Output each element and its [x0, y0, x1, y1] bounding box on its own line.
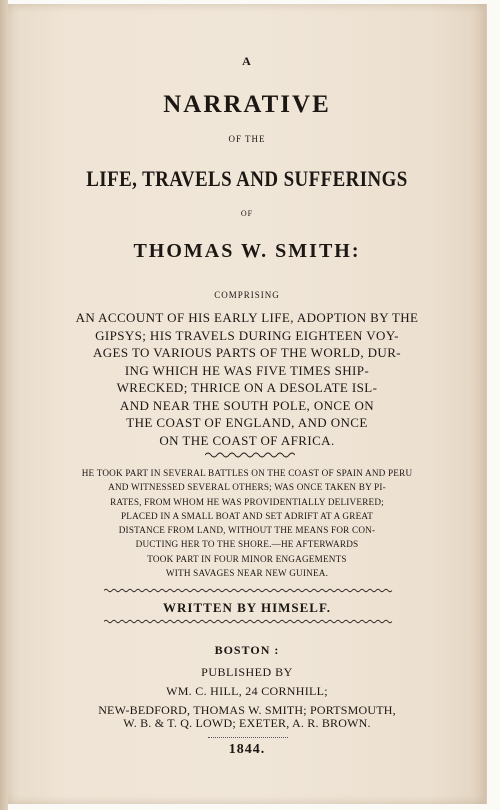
description-block	[8, 309, 486, 449]
description-line: GIPSYS; HIS TRAVELS DURING EIGHTEEN VOY-	[95, 327, 399, 343]
description-line: THE COAST OF ENGLAND, AND ONCE	[126, 415, 368, 430]
imprint-published-by: PUBLISHED BY	[201, 665, 293, 679]
written-by-line: WRITTEN BY HIMSELF.	[163, 600, 331, 615]
imprint-publisher: WM. C. HILL, 24 CORNHILL;	[166, 684, 328, 698]
bottom-rule	[104, 619, 394, 624]
fine-print-block	[8, 466, 486, 580]
dotted-rule	[208, 737, 288, 738]
fine-line: PLACED IN A SMALL BOAT AND SET ADRIFT AT A GREAT	[120, 510, 374, 521]
imprint-sellers-line: W. B. & T. Q. LOWD; EXETER, A. R. BROWN.	[123, 716, 371, 730]
fine-line: AND WITNESSED SEVERAL OTHERS; WAS ONCE TAKEN BY PI-	[108, 482, 386, 493]
title-article: A	[242, 54, 252, 68]
description-line: ON THE COAST OF AFRICA.	[159, 432, 335, 448]
comprising-label: COMPRISING	[214, 290, 280, 300]
imprint-city: BOSTON :	[214, 643, 280, 657]
book-spine-edge	[0, 0, 8, 810]
title-life-line: LIFE, TRAVELS AND SUFFERINGS	[86, 166, 408, 191]
fine-line: RATES, FROM WHOM HE WAS PROVIDENTIALLY DELIVERED;	[110, 496, 384, 507]
imprint-sellers-line: NEW-BEDFORD, THOMAS W. SMITH; PORTSMOUTH,	[98, 703, 396, 717]
title-of: OF	[240, 209, 254, 218]
description-line: WRECKED; THRICE ON A DESOLATE ISL-	[116, 380, 378, 395]
top-rule	[104, 588, 394, 593]
fine-line: WITH SAVAGES NEAR NEW GUINEA.	[165, 568, 329, 579]
author-name: THOMAS W. SMITH:	[133, 240, 361, 262]
description-line: AN ACCOUNT OF HIS EARLY LIFE, ADOPTION BY THE	[75, 310, 419, 325]
fine-line: HE TOOK PART IN SEVERAL BATTLES ON THE COAST OF SPAIN AND PERU	[81, 468, 413, 478]
title-of-the: OF THE	[228, 134, 266, 144]
fine-line: DISTANCE FROM LAND, WITHOUT THE MEANS FOR CON-	[118, 525, 376, 536]
wavy-ornament	[205, 451, 295, 459]
imprint-year: 1844.	[228, 742, 266, 757]
description-line: ING WHICH HE WAS FIVE TIMES SHIP-	[124, 362, 370, 378]
title-page	[8, 4, 487, 804]
description-line: AGES TO VARIOUS PARTS OF THE WORLD, DUR-	[92, 345, 402, 360]
description-line: AND NEAR THE SOUTH POLE, ONCE ON	[119, 397, 375, 413]
fine-line: TOOK PART IN FOUR MINOR ENGAGEMENTS	[147, 553, 347, 564]
fine-line: DUCTING HER TO THE SHORE.—HE AFTERWARDS	[135, 539, 359, 550]
title-narrative: NARRATIVE	[163, 91, 331, 118]
